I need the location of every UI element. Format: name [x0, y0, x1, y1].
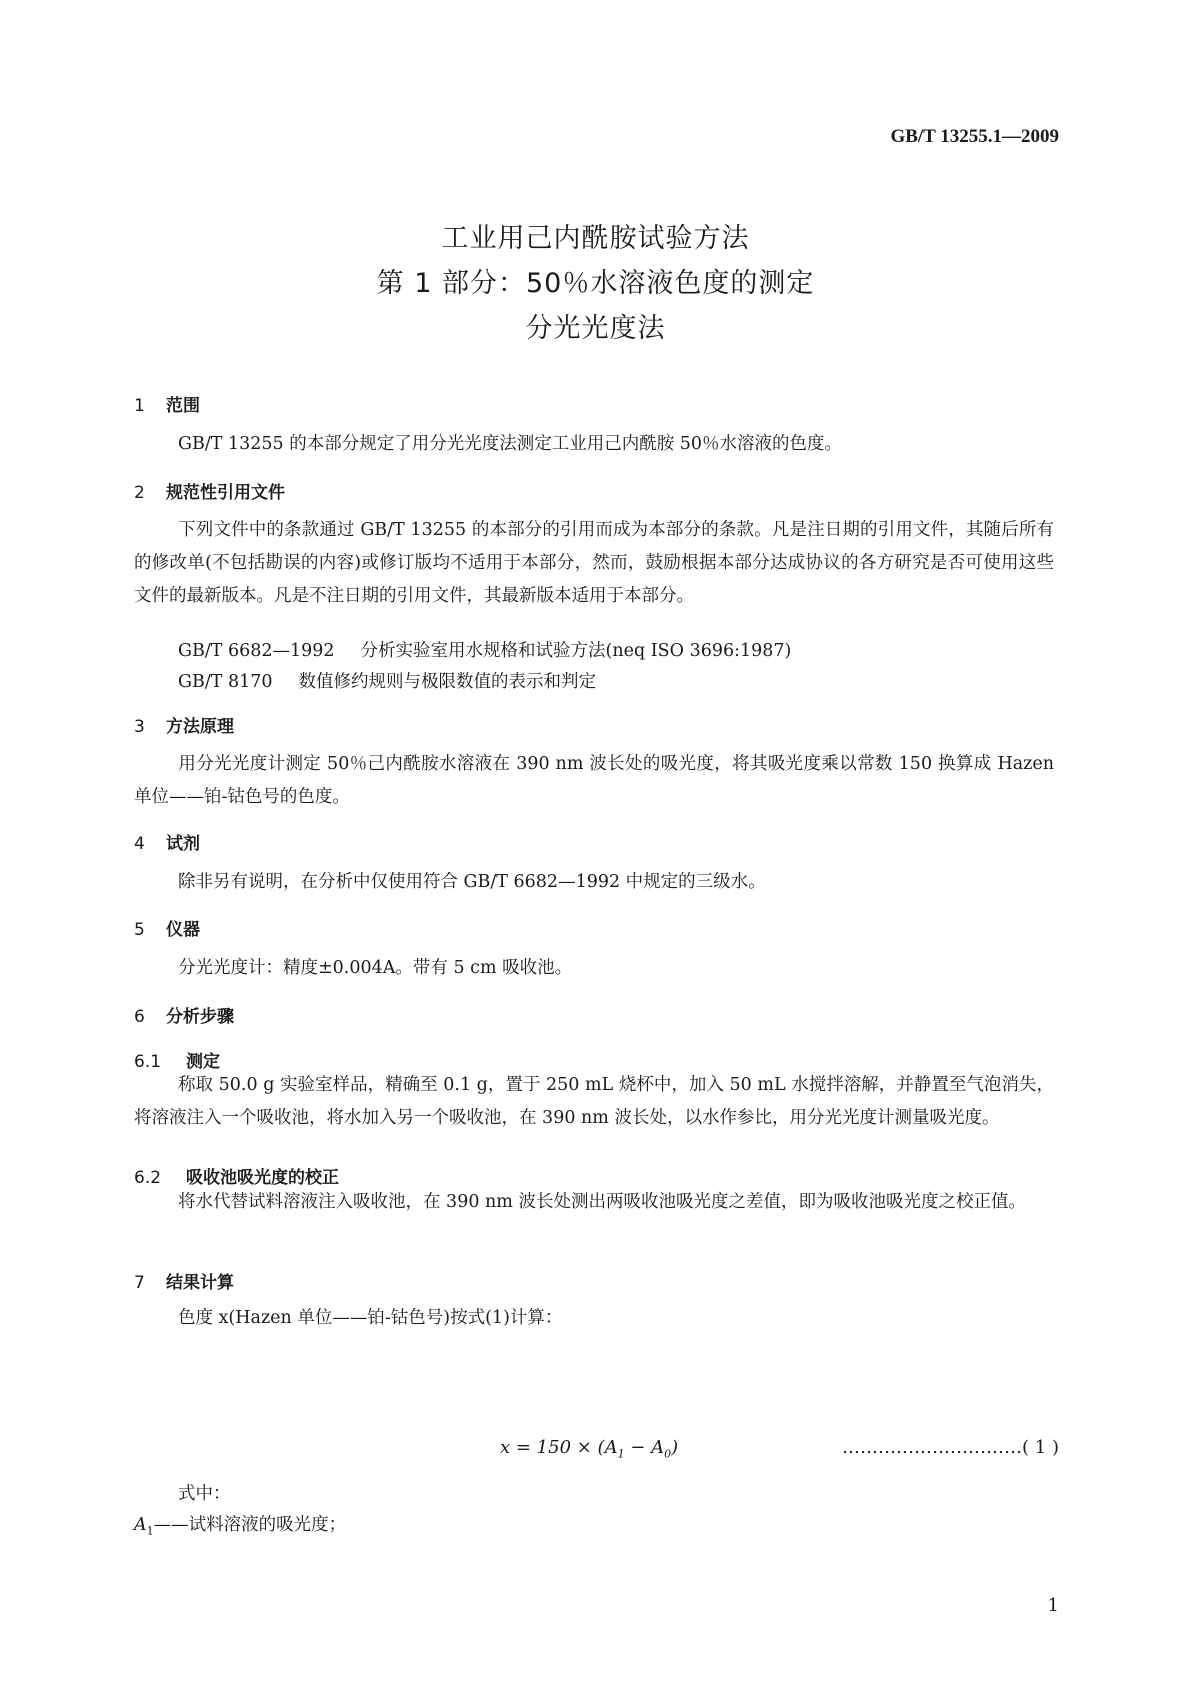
- section-1-paragraph: GB/T 13255 的本部分规定了用分光光度法测定工业用己内酰胺 50％水溶液的色度。: [178, 434, 843, 454]
- section-7-heading: 7 结果计算: [134, 1273, 234, 1293]
- section-1-heading: 1 范围: [134, 396, 200, 416]
- section-2-paragraph: 下列文件中的条款通过 GB/T 13255 的本部分的引用而成为本部分的条款。凡是注日期的引用文件，其随后所有的修改单(不包括勘误的内容)或修订版均不适用于本部分，然而，鼓励根据本部分达成协议的各方研究是否可使用这些文件的最新版本。凡是不注日期的引用文件，其最新版本适用于本部分。: [134, 520, 1054, 606]
- where-label: 式中：: [178, 1484, 231, 1504]
- section-5-paragraph: 分光光度计：精度±0.004A。带有 5 cm 吸收池。: [178, 958, 573, 978]
- title-line-2: 第 1 部分：50％水溶液色度的测定: [376, 268, 815, 299]
- section-6-2-paragraph: 将水代替试料溶液注入吸收池，在 390 nm 波长处测出两吸收池吸光度之差值，即为吸收池吸光度之校正值。: [178, 1192, 1026, 1212]
- title-line-1: 工业用己内酰胺试验方法: [441, 223, 750, 254]
- section-6-heading: 6 分析步骤: [134, 1007, 234, 1027]
- section-4-paragraph: 除非另有说明，在分析中仅使用符合 GB/T 6682—1992 中规定的三级水。: [178, 872, 766, 892]
- section-6-1-heading: 6.1 测定: [134, 1052, 220, 1072]
- title-line-3: 分光光度法: [525, 313, 666, 344]
- section-3-heading: 3 方法原理: [134, 717, 234, 737]
- section-4-heading: 4 试剂: [134, 834, 200, 854]
- page-number: 1: [1047, 1595, 1059, 1616]
- formula-intro: 色度 x(Hazen 单位——铂-钴色号)按式(1)计算：: [178, 1308, 563, 1328]
- section-2-heading: 2 规范性引用文件: [134, 483, 285, 503]
- section-5-heading: 5 仪器: [134, 920, 200, 940]
- section-3-paragraph: 用分光光度计测定 50％己内酰胺水溶液在 390 nm 波长处的吸光度，将其吸光度乘以常数 150 换算成 Hazen 单位——铂-钴色号的色度。: [134, 754, 1054, 807]
- reference-item: GB/T 6682—1992 分析实验室用水规格和试验方法(neq ISO 3696:1987): [178, 641, 792, 661]
- reference-item: GB/T 8170 数值修约规则与极限数值的表示和判定: [178, 672, 597, 692]
- standard-number: GB/T 13255.1—2009: [890, 126, 1059, 147]
- variable-definition: $A_1——$试料溶液的吸光度；: [134, 1515, 347, 1538]
- formula-1: $x = 150 \times (A_1 - A_0)$: [500, 1437, 679, 1461]
- equation-number: …………………………( 1 ): [842, 1437, 1059, 1458]
- section-6-1-paragraph: 称取 50.0 g 实验室样品，精确至 0.1 g，置于 250 mL 烧杯中，加入 50 mL 水搅拌溶解，并静置至气泡消失，将溶液注入一个吸收池，将水加入另一个吸收池，在 390 nm 波长处，以水作参比，用分光光度计测量吸光度。: [134, 1075, 1054, 1128]
- section-6-2-heading: 6.2 吸收池吸光度的校正: [134, 1168, 339, 1188]
